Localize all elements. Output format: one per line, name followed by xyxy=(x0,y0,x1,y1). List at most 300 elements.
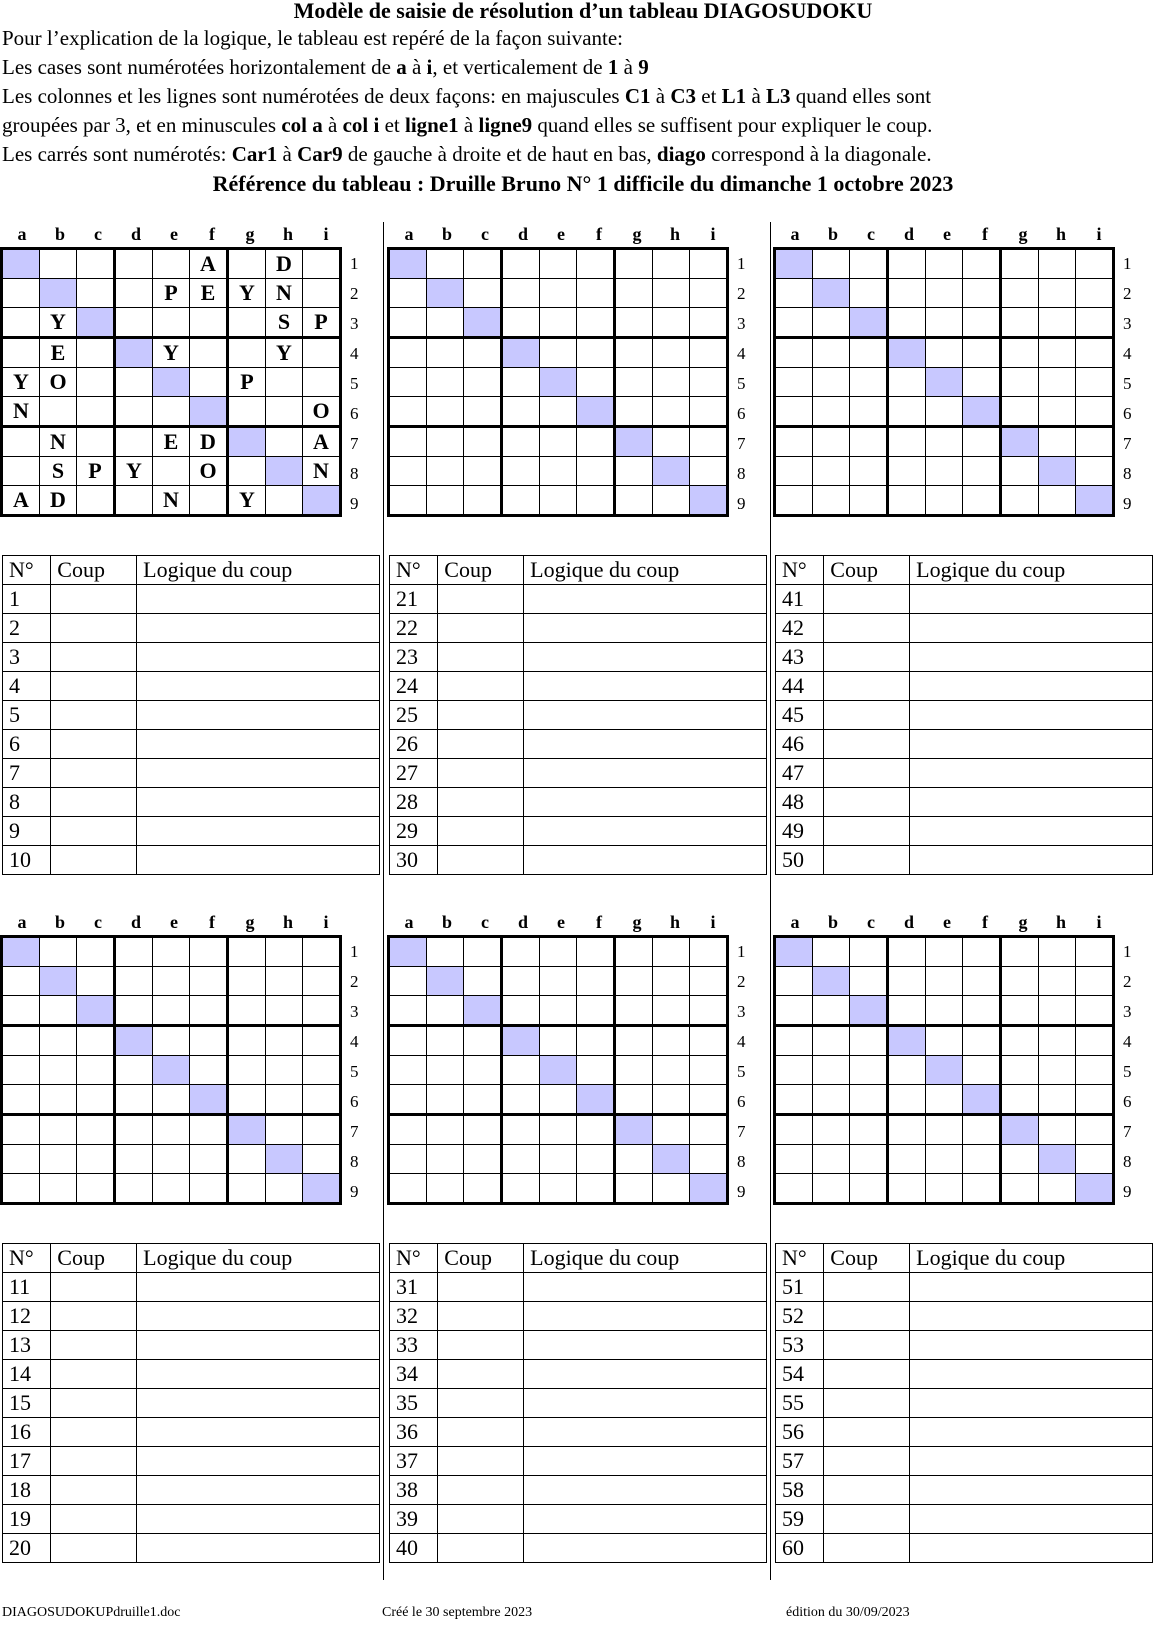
grid-cell[interactable] xyxy=(653,279,690,308)
grid-cell[interactable] xyxy=(690,1026,728,1056)
grid-cell[interactable] xyxy=(1001,1056,1039,1085)
logic-cell[interactable] xyxy=(910,1447,1153,1476)
grid-cell[interactable] xyxy=(502,1174,540,1204)
grid-cell[interactable] xyxy=(850,397,888,427)
move-cell[interactable] xyxy=(824,730,910,759)
logic-cell[interactable] xyxy=(137,817,380,846)
logic-cell[interactable] xyxy=(524,1476,767,1505)
grid-cell[interactable] xyxy=(115,1056,153,1085)
grid-cell[interactable] xyxy=(850,486,888,516)
grid-cell[interactable] xyxy=(926,427,963,457)
grid-cell[interactable] xyxy=(926,338,963,368)
grid-cell[interactable] xyxy=(228,308,266,338)
grid-cell[interactable] xyxy=(540,1085,577,1115)
grid-cell[interactable] xyxy=(615,338,653,368)
grid-cell[interactable] xyxy=(1001,308,1039,338)
grid-cell[interactable] xyxy=(888,967,926,996)
grid-cell[interactable] xyxy=(850,1026,888,1056)
grid-cell[interactable] xyxy=(963,1026,1001,1056)
grid-cell[interactable] xyxy=(888,1145,926,1174)
grid-cell[interactable] xyxy=(190,996,228,1026)
grid-cell[interactable] xyxy=(2,996,40,1026)
grid-cell[interactable] xyxy=(40,397,77,427)
grid-cell[interactable] xyxy=(540,1115,577,1145)
move-cell[interactable] xyxy=(438,1302,524,1331)
logic-cell[interactable] xyxy=(137,1476,380,1505)
grid-cell[interactable] xyxy=(775,308,813,338)
logic-cell[interactable] xyxy=(524,1389,767,1418)
grid-cell[interactable] xyxy=(389,427,427,457)
grid-cell[interactable] xyxy=(850,427,888,457)
grid-cell[interactable] xyxy=(502,1056,540,1085)
diagonal-cell[interactable] xyxy=(427,967,464,996)
diagonal-cell[interactable] xyxy=(303,486,341,516)
grid-cell[interactable] xyxy=(228,967,266,996)
grid-cell[interactable] xyxy=(1076,1026,1114,1056)
grid-cell[interactable] xyxy=(115,1085,153,1115)
grid-cell[interactable] xyxy=(850,338,888,368)
grid-cell[interactable] xyxy=(303,1056,341,1085)
diagonal-cell[interactable] xyxy=(77,308,115,338)
grid-cell[interactable] xyxy=(926,937,963,967)
grid-cell[interactable] xyxy=(690,1056,728,1085)
grid-cell[interactable] xyxy=(1001,249,1039,279)
grid-cell[interactable] xyxy=(615,967,653,996)
grid-cell[interactable] xyxy=(540,937,577,967)
grid-cell[interactable] xyxy=(963,368,1001,397)
grid-cell[interactable] xyxy=(813,457,850,486)
logic-cell[interactable] xyxy=(524,614,767,643)
diagonal-cell[interactable] xyxy=(389,937,427,967)
grid-cell[interactable] xyxy=(1076,1145,1114,1174)
grid-cell[interactable] xyxy=(228,1174,266,1204)
grid-cell[interactable] xyxy=(502,967,540,996)
diagonal-cell[interactable] xyxy=(427,279,464,308)
logic-cell[interactable] xyxy=(910,1505,1153,1534)
grid-cell[interactable] xyxy=(888,1085,926,1115)
grid-cell[interactable] xyxy=(1076,338,1114,368)
diagonal-cell[interactable] xyxy=(813,279,850,308)
diagonal-cell[interactable] xyxy=(926,368,963,397)
grid-cell[interactable] xyxy=(615,457,653,486)
logic-cell[interactable] xyxy=(524,701,767,730)
grid-cell[interactable] xyxy=(540,1026,577,1056)
grid-cell[interactable] xyxy=(850,937,888,967)
move-cell[interactable] xyxy=(438,846,524,875)
grid-cell[interactable] xyxy=(1076,279,1114,308)
grid-cell[interactable]: Y xyxy=(266,338,303,368)
grid-cell[interactable] xyxy=(228,457,266,486)
diagonal-cell[interactable] xyxy=(653,1145,690,1174)
grid-cell[interactable] xyxy=(427,427,464,457)
grid-cell[interactable] xyxy=(1001,937,1039,967)
logic-cell[interactable] xyxy=(910,1273,1153,1302)
move-cell[interactable] xyxy=(824,701,910,730)
diagonal-cell[interactable] xyxy=(153,368,190,397)
grid-cell[interactable] xyxy=(653,249,690,279)
grid-cell[interactable] xyxy=(540,996,577,1026)
grid-cell[interactable] xyxy=(888,397,926,427)
grid-cell[interactable] xyxy=(690,996,728,1026)
grid-cell[interactable] xyxy=(464,368,502,397)
grid-cell[interactable] xyxy=(690,249,728,279)
grid-cell[interactable] xyxy=(190,308,228,338)
grid-cell[interactable]: S xyxy=(266,308,303,338)
grid-cell[interactable]: P xyxy=(303,308,341,338)
move-cell[interactable] xyxy=(51,1418,137,1447)
grid-cell[interactable] xyxy=(2,1174,40,1204)
grid-cell[interactable] xyxy=(813,308,850,338)
diagonal-cell[interactable] xyxy=(502,338,540,368)
grid-cell[interactable] xyxy=(464,249,502,279)
grid-cell[interactable] xyxy=(2,1026,40,1056)
grid-cell[interactable] xyxy=(540,1174,577,1204)
grid-cell[interactable] xyxy=(963,338,1001,368)
grid-cell[interactable] xyxy=(888,937,926,967)
grid-cell[interactable] xyxy=(888,249,926,279)
grid-cell[interactable] xyxy=(813,1085,850,1115)
grid-cell[interactable] xyxy=(775,279,813,308)
grid-cell[interactable] xyxy=(1001,967,1039,996)
grid-cell[interactable] xyxy=(464,457,502,486)
grid-cell[interactable] xyxy=(389,457,427,486)
grid-cell[interactable]: N xyxy=(40,427,77,457)
grid-cell[interactable] xyxy=(228,937,266,967)
grid-cell[interactable] xyxy=(40,1085,77,1115)
grid-cell[interactable] xyxy=(963,457,1001,486)
grid-cell[interactable] xyxy=(115,1145,153,1174)
grid-cell[interactable] xyxy=(813,486,850,516)
grid-cell[interactable] xyxy=(2,457,40,486)
grid-cell[interactable] xyxy=(577,1145,615,1174)
grid-cell[interactable] xyxy=(502,486,540,516)
logic-cell[interactable] xyxy=(910,1331,1153,1360)
grid-cell[interactable] xyxy=(77,1056,115,1085)
grid-cell[interactable]: D xyxy=(190,427,228,457)
grid-cell[interactable] xyxy=(850,368,888,397)
grid-cell[interactable] xyxy=(926,308,963,338)
grid-cell[interactable] xyxy=(2,1085,40,1115)
grid-cell[interactable]: E xyxy=(190,279,228,308)
grid-cell[interactable] xyxy=(266,1174,303,1204)
logic-cell[interactable] xyxy=(910,1389,1153,1418)
diagonal-cell[interactable] xyxy=(775,937,813,967)
move-cell[interactable] xyxy=(824,1534,910,1563)
grid-cell[interactable] xyxy=(389,967,427,996)
logic-cell[interactable] xyxy=(137,672,380,701)
move-cell[interactable] xyxy=(824,846,910,875)
grid-cell[interactable] xyxy=(389,486,427,516)
move-cell[interactable] xyxy=(51,701,137,730)
grid-cell[interactable] xyxy=(690,937,728,967)
grid-cell[interactable]: P xyxy=(153,279,190,308)
grid-cell[interactable] xyxy=(653,967,690,996)
diagonal-cell[interactable] xyxy=(775,249,813,279)
grid-cell[interactable] xyxy=(389,1115,427,1145)
grid-cell[interactable] xyxy=(303,996,341,1026)
grid-cell[interactable]: D xyxy=(266,249,303,279)
grid-cell[interactable] xyxy=(1039,427,1076,457)
diagonal-cell[interactable] xyxy=(926,1056,963,1085)
logic-cell[interactable] xyxy=(137,1418,380,1447)
grid-cell[interactable] xyxy=(775,1085,813,1115)
grid-cell[interactable] xyxy=(775,368,813,397)
move-cell[interactable] xyxy=(824,1389,910,1418)
grid-cell[interactable] xyxy=(464,338,502,368)
grid-cell[interactable] xyxy=(2,338,40,368)
grid-cell[interactable] xyxy=(77,249,115,279)
grid-cell[interactable] xyxy=(153,249,190,279)
grid-cell[interactable] xyxy=(888,368,926,397)
logic-cell[interactable] xyxy=(910,788,1153,817)
grid-cell[interactable] xyxy=(464,1174,502,1204)
grid-cell[interactable] xyxy=(690,967,728,996)
grid-cell[interactable] xyxy=(653,1056,690,1085)
grid-cell[interactable] xyxy=(464,427,502,457)
grid-cell[interactable] xyxy=(153,457,190,486)
grid-cell[interactable] xyxy=(615,996,653,1026)
grid-cell[interactable] xyxy=(775,397,813,427)
move-cell[interactable] xyxy=(824,817,910,846)
grid-cell[interactable] xyxy=(540,486,577,516)
grid-cell[interactable] xyxy=(1001,1174,1039,1204)
move-cell[interactable] xyxy=(51,1389,137,1418)
grid-cell[interactable] xyxy=(963,427,1001,457)
grid-cell[interactable] xyxy=(153,996,190,1026)
diagonal-cell[interactable] xyxy=(190,1085,228,1115)
grid-cell[interactable] xyxy=(153,937,190,967)
move-cell[interactable] xyxy=(51,759,137,788)
grid-cell[interactable] xyxy=(153,1145,190,1174)
grid-cell[interactable] xyxy=(813,338,850,368)
diagonal-cell[interactable] xyxy=(888,1026,926,1056)
grid-cell[interactable] xyxy=(1039,1085,1076,1115)
logic-cell[interactable] xyxy=(910,672,1153,701)
move-cell[interactable] xyxy=(51,1447,137,1476)
logic-cell[interactable] xyxy=(910,1418,1153,1447)
grid-cell[interactable] xyxy=(228,1145,266,1174)
grid-cell[interactable] xyxy=(1076,308,1114,338)
grid-cell[interactable] xyxy=(653,937,690,967)
logic-cell[interactable] xyxy=(137,759,380,788)
grid-cell[interactable] xyxy=(1039,1056,1076,1085)
move-cell[interactable] xyxy=(51,1505,137,1534)
grid-cell[interactable] xyxy=(1001,1026,1039,1056)
grid-cell[interactable] xyxy=(653,308,690,338)
logic-cell[interactable] xyxy=(137,1534,380,1563)
grid-cell[interactable]: O xyxy=(190,457,228,486)
move-cell[interactable] xyxy=(51,643,137,672)
grid-cell[interactable] xyxy=(1001,338,1039,368)
grid-cell[interactable] xyxy=(2,308,40,338)
diagonal-cell[interactable] xyxy=(40,279,77,308)
grid-cell[interactable] xyxy=(190,967,228,996)
grid-cell[interactable] xyxy=(502,937,540,967)
diagonal-cell[interactable] xyxy=(577,1085,615,1115)
grid-cell[interactable]: A xyxy=(303,427,341,457)
move-cell[interactable] xyxy=(51,614,137,643)
grid-cell[interactable] xyxy=(303,279,341,308)
grid-cell[interactable] xyxy=(813,368,850,397)
logic-cell[interactable] xyxy=(137,788,380,817)
grid-cell[interactable]: Y xyxy=(115,457,153,486)
grid-cell[interactable] xyxy=(228,1056,266,1085)
grid-cell[interactable] xyxy=(77,1145,115,1174)
grid-cell[interactable] xyxy=(926,1174,963,1204)
move-cell[interactable] xyxy=(824,1476,910,1505)
grid-cell[interactable] xyxy=(615,279,653,308)
grid-cell[interactable] xyxy=(615,1056,653,1085)
logic-cell[interactable] xyxy=(524,643,767,672)
move-cell[interactable] xyxy=(824,1360,910,1389)
diagonal-cell[interactable] xyxy=(615,427,653,457)
grid-cell[interactable] xyxy=(502,996,540,1026)
grid-cell[interactable] xyxy=(228,338,266,368)
grid-cell[interactable] xyxy=(653,486,690,516)
grid-cell[interactable]: N xyxy=(153,486,190,516)
move-cell[interactable] xyxy=(438,643,524,672)
diagonal-cell[interactable] xyxy=(2,937,40,967)
grid-cell[interactable]: O xyxy=(40,368,77,397)
move-cell[interactable] xyxy=(51,1360,137,1389)
grid-cell[interactable] xyxy=(850,1115,888,1145)
grid-cell[interactable] xyxy=(813,996,850,1026)
grid-cell[interactable] xyxy=(228,996,266,1026)
grid-cell[interactable] xyxy=(577,937,615,967)
grid-cell[interactable] xyxy=(77,967,115,996)
grid-cell[interactable] xyxy=(775,996,813,1026)
diagonal-cell[interactable] xyxy=(303,1174,341,1204)
logic-cell[interactable] xyxy=(524,1331,767,1360)
diagonal-cell[interactable] xyxy=(963,1085,1001,1115)
grid-cell[interactable] xyxy=(77,486,115,516)
logic-cell[interactable] xyxy=(524,759,767,788)
grid-cell[interactable] xyxy=(427,457,464,486)
diagonal-cell[interactable] xyxy=(813,967,850,996)
grid-cell[interactable] xyxy=(389,1174,427,1204)
grid-cell[interactable] xyxy=(1001,368,1039,397)
grid-cell[interactable] xyxy=(775,1115,813,1145)
grid-cell[interactable] xyxy=(266,967,303,996)
grid-cell[interactable] xyxy=(1039,249,1076,279)
grid-cell[interactable] xyxy=(1001,279,1039,308)
grid-cell[interactable] xyxy=(1039,937,1076,967)
logic-cell[interactable] xyxy=(137,730,380,759)
grid-cell[interactable] xyxy=(690,368,728,397)
grid-cell[interactable] xyxy=(427,486,464,516)
grid-cell[interactable] xyxy=(926,1115,963,1145)
grid-cell[interactable] xyxy=(389,397,427,427)
grid-cell[interactable] xyxy=(850,967,888,996)
move-cell[interactable] xyxy=(438,730,524,759)
grid-cell[interactable]: O xyxy=(303,397,341,427)
grid-cell[interactable] xyxy=(190,486,228,516)
grid-cell[interactable] xyxy=(963,996,1001,1026)
grid-cell[interactable] xyxy=(40,1026,77,1056)
move-cell[interactable] xyxy=(824,1331,910,1360)
grid-cell[interactable] xyxy=(502,1085,540,1115)
grid-cell[interactable] xyxy=(77,279,115,308)
logic-cell[interactable] xyxy=(137,846,380,875)
grid-cell[interactable] xyxy=(427,397,464,427)
diagonal-cell[interactable] xyxy=(1076,486,1114,516)
grid-cell[interactable] xyxy=(389,279,427,308)
grid-cell[interactable] xyxy=(963,937,1001,967)
grid-cell[interactable]: P xyxy=(77,457,115,486)
grid-cell[interactable] xyxy=(40,937,77,967)
grid-cell[interactable] xyxy=(963,308,1001,338)
grid-cell[interactable]: Y xyxy=(228,486,266,516)
grid-cell[interactable] xyxy=(303,1145,341,1174)
grid-cell[interactable] xyxy=(813,1115,850,1145)
grid-cell[interactable] xyxy=(190,368,228,397)
grid-cell[interactable] xyxy=(615,308,653,338)
logic-cell[interactable] xyxy=(524,585,767,614)
grid-cell[interactable] xyxy=(2,279,40,308)
move-cell[interactable] xyxy=(51,1273,137,1302)
grid-cell[interactable]: E xyxy=(40,338,77,368)
grid-cell[interactable] xyxy=(775,1145,813,1174)
grid-cell[interactable] xyxy=(1039,967,1076,996)
grid-cell[interactable] xyxy=(850,1174,888,1204)
grid-cell[interactable] xyxy=(153,1115,190,1145)
grid-cell[interactable] xyxy=(963,1115,1001,1145)
grid-cell[interactable] xyxy=(1001,1145,1039,1174)
logic-cell[interactable] xyxy=(524,1534,767,1563)
grid-cell[interactable] xyxy=(2,1056,40,1085)
grid-cell[interactable] xyxy=(1001,1085,1039,1115)
grid-cell[interactable] xyxy=(850,249,888,279)
grid-cell[interactable] xyxy=(303,249,341,279)
grid-cell[interactable] xyxy=(1039,996,1076,1026)
grid-cell[interactable] xyxy=(502,279,540,308)
grid-cell[interactable] xyxy=(190,1145,228,1174)
grid-cell[interactable] xyxy=(77,937,115,967)
move-cell[interactable] xyxy=(438,1331,524,1360)
logic-cell[interactable] xyxy=(524,1447,767,1476)
grid-cell[interactable]: E xyxy=(153,427,190,457)
grid-cell[interactable] xyxy=(775,1174,813,1204)
grid-cell[interactable] xyxy=(427,308,464,338)
grid-cell[interactable] xyxy=(389,338,427,368)
logic-cell[interactable] xyxy=(524,672,767,701)
grid-cell[interactable] xyxy=(577,308,615,338)
grid-cell[interactable] xyxy=(1076,996,1114,1026)
diagonal-cell[interactable] xyxy=(1001,1115,1039,1145)
grid-cell[interactable] xyxy=(690,1115,728,1145)
grid-cell[interactable] xyxy=(615,937,653,967)
grid-cell[interactable] xyxy=(427,1115,464,1145)
grid-cell[interactable] xyxy=(303,368,341,397)
grid-cell[interactable] xyxy=(615,1085,653,1115)
grid-cell[interactable] xyxy=(577,1115,615,1145)
grid-cell[interactable]: Y xyxy=(40,308,77,338)
grid-cell[interactable] xyxy=(389,996,427,1026)
grid-cell[interactable] xyxy=(77,397,115,427)
diagonal-cell[interactable] xyxy=(464,308,502,338)
logic-cell[interactable] xyxy=(137,1360,380,1389)
diagonal-cell[interactable] xyxy=(690,1174,728,1204)
grid-cell[interactable] xyxy=(690,427,728,457)
diagonal-cell[interactable] xyxy=(1039,457,1076,486)
grid-cell[interactable] xyxy=(540,338,577,368)
grid-cell[interactable] xyxy=(540,249,577,279)
grid-cell[interactable] xyxy=(266,368,303,397)
grid-cell[interactable] xyxy=(963,279,1001,308)
grid-cell[interactable] xyxy=(77,427,115,457)
diagonal-cell[interactable] xyxy=(389,249,427,279)
grid-cell[interactable] xyxy=(40,1056,77,1085)
